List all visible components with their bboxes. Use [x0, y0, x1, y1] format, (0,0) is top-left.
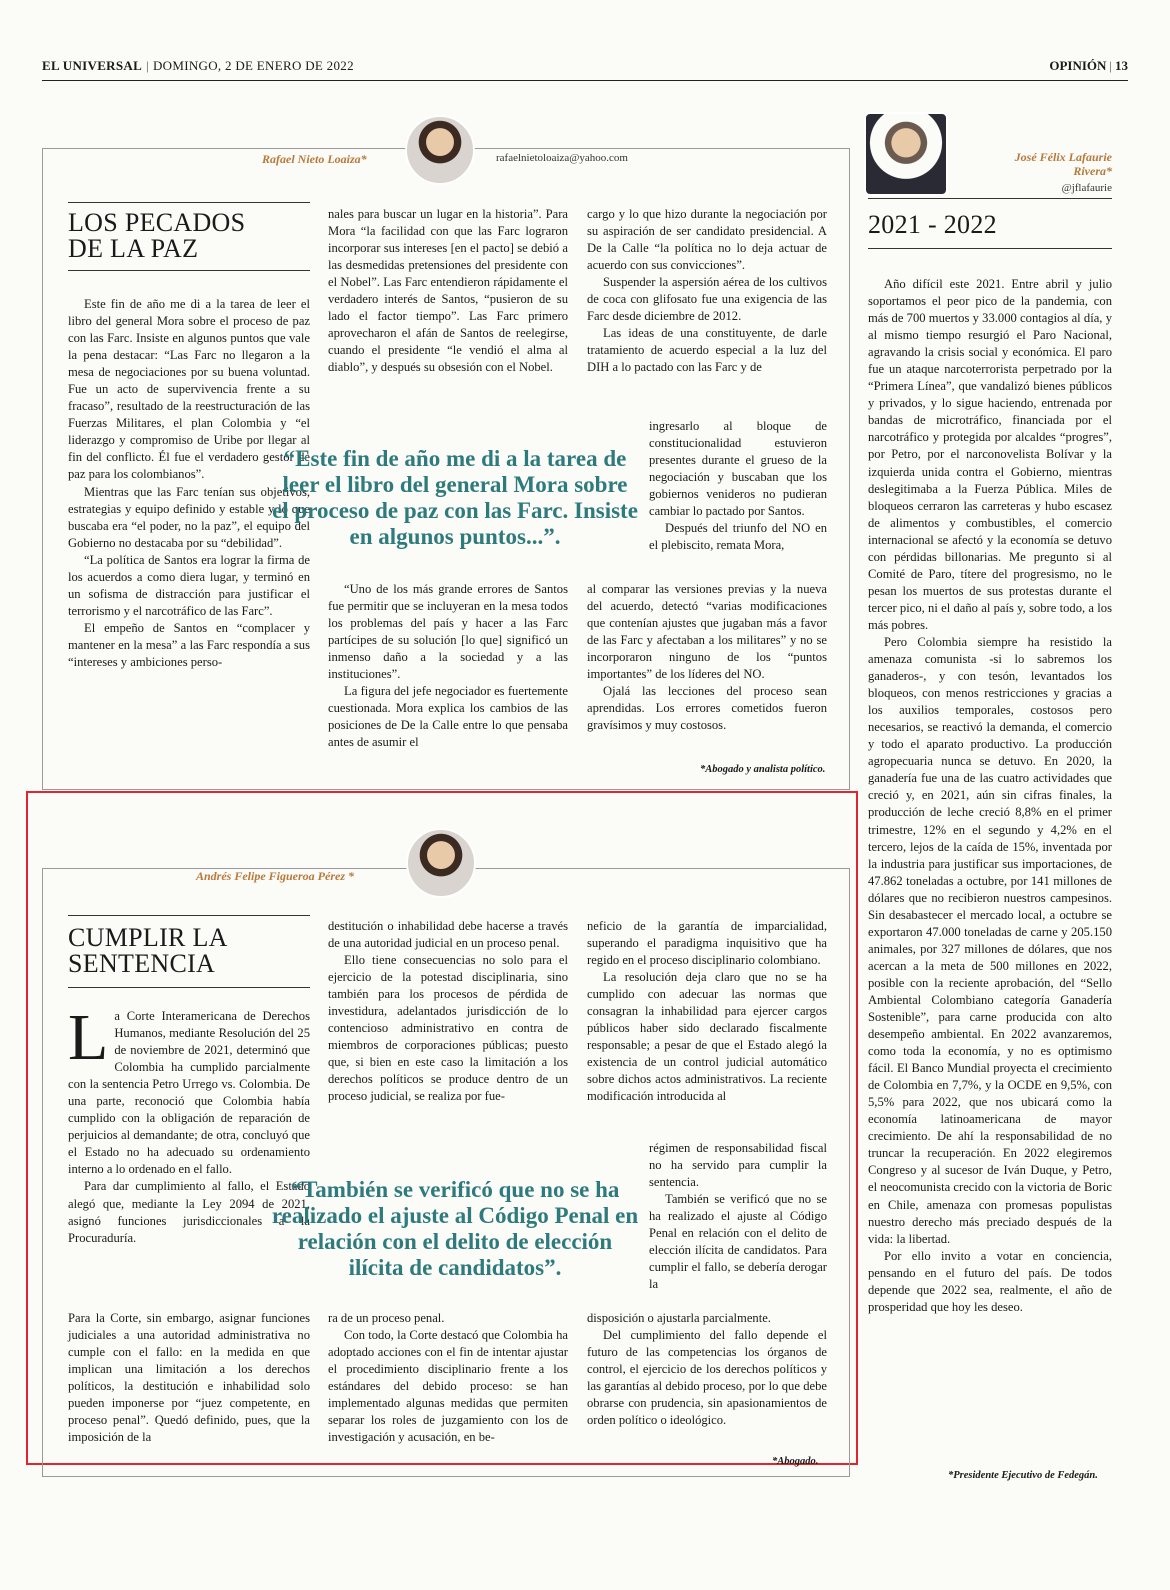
issue-date: DOMINGO, 2 DE ENERO DE 2022: [152, 58, 354, 73]
article-2-column-3-middle: [649, 1140, 827, 1293]
page-header: [42, 52, 1128, 81]
paragraph: Las ideas de una constituyente, de darle tratamiento de acuerdo especial a la luz del DIH a lo pactado con las Farc y de: [587, 326, 827, 375]
paragraph: Para la Corte, sin embargo, asignar funciones judiciales a una autoridad administrativa no cumple con el fallo: en la medida en que implican una limitación a los derechos políticos, la destitución e inhabilidad solo pueden imponerse por “juez competente, en proceso penal”. Quedó definido, pues, que la imposición de la: [68, 1311, 310, 1445]
article-2-column-2-bottom: [328, 1310, 568, 1446]
paragraph: Mientras que las Farc tenían sus objetivos, estrategias y equipo definido y estable y lo que buscaba era “el poder, no la paz”, el equipo del Gobierno no destacaba por su “debilidad”.: [68, 484, 310, 550]
paragraph: régimen de responsabilidad fiscal no ha servido para cumplir la sentencia.: [649, 1141, 827, 1190]
paragraph: La resolución deja claro que no se ha cumplido con adecuar las normas que consagran la inhabilidad para ejercer cargos públicos haber sido declarado fiscalmente responsable; a pesar de que el Estado alegó la existencia de un control judicial automático sobre dichos actos administrativos. La reciente modificación introducida al: [587, 970, 827, 1104]
paragraph: a Corte Interamericana de Derechos Humanos, mediante Resolución del 25 de noviembre de 2021, determinó que Colombia ha cumplido parcialmente con la sentencia Petro Urrego vs. Colombia. De una parte, reconoció que Colombia había cumplido con la obligación de reparación de perjuicios al demandante; de otra, concluyó que el Estado no ha adecuado su ordenamiento interno a lo ordenado en el fallo.: [68, 1009, 310, 1177]
section-separator: |: [1109, 58, 1112, 73]
title-rule-bottom: [68, 987, 310, 988]
author-photo-andres: [406, 828, 476, 898]
article-1-column-3-bottom: [587, 581, 827, 734]
author-photo-rafael: [405, 115, 475, 185]
article-1-column-3-top: [587, 206, 827, 376]
article-2-column-3-bottom: [587, 1310, 827, 1429]
author-credit: *Presidente Ejecutivo de Fedegán.: [948, 1470, 1098, 1481]
author-name: Andrés Felipe Figueroa Pérez *: [196, 869, 354, 883]
article-1-column-2-bottom: [328, 581, 568, 751]
article-1-column-3-middle: [649, 418, 827, 554]
author-photo-jose: [864, 112, 948, 196]
paragraph: ra de un proceso penal.: [328, 1311, 445, 1325]
paragraph: Suspender la aspersión aérea de los cultivos de coca con glifosato fue una exigencia de las Farc desde diciembre de 2012.: [587, 275, 827, 324]
paragraph: Ello tiene consecuencias no solo para el ejercicio de la potestad disciplinaria, sino también para los procesos de pérdida de investidura, adelantados jurisdicción de lo contencioso administrativo en contra de miembros de corporaciones públicas; puesto que, si bien en este caso la limitación a los derechos políticos se produce dentro de un proceso judicial, se realiza por fue-: [328, 953, 568, 1104]
author-name-line-1: José Félix Lafaurie: [1014, 150, 1112, 164]
paragraph: Por ello invito a votar en conciencia, pensando en el futuro del país. De todos depende que 2022 sea, realmente, el año de prosperidad que hoy les deseo.: [868, 1248, 1112, 1314]
title-rule-bottom: [68, 270, 310, 271]
article-3-column: [868, 276, 1112, 1316]
paragraph: Para dar cumplimiento al fallo, el Estado alegó que, mediante la Ley 2094 de 2021, asignó funciones jurisdiccionales a la Procuraduría.: [68, 1179, 310, 1245]
pull-quote: “Este fin de año me di a la tarea de leer el libro del general Mora sobre el proceso de paz con las Farc. Insiste en algunos puntos...”.: [272, 446, 638, 549]
paragraph: ingresarlo al bloque de constitucionalidad estuvieron presentes durante el grueso de la negociación y buscaban que los gobiernos venideros no pudieran cambiar lo pactado por Santos.: [649, 419, 827, 519]
header-separator: |: [146, 58, 149, 73]
paragraph: Después del triunfo del NO en el plebiscito, remata Mora,: [649, 521, 827, 553]
author-name-line-2: Rivera*: [1073, 164, 1112, 178]
article-title-line-2: DE LA PAZ: [68, 234, 199, 263]
paragraph: La figura del jefe negociador es fuertemente cuestionada. Mora explica los cambios de las posiciones de De la Calle entre lo que pensaba antes de asumir el: [328, 684, 568, 750]
paragraph: disposición o ajustarla parcialmente.: [587, 1311, 771, 1325]
paragraph: Del cumplimiento del fallo depende el futuro de las competencias los órganos de control, el ejercicio de los derechos políticos y las garantías al debido proceso, por lo que debe obrarse con prudencia, sin apasionamientos de orden político o ideológico.: [587, 1328, 827, 1428]
title-rule: [868, 198, 1112, 199]
article-title-line-1: LOS PECADOS: [68, 208, 246, 237]
paragraph: Año difícil este 2021. Entre abril y julio soportamos el peor pico de la pandemia, con más de 700 muertos y 33.000 contagios al día, y al mismo tiempo resurgió el Paro Nacional, agravando la crisis social y económica. El paro fue un ataque narcoterrorista perpetrado por la “Primera Línea”, que vandalizó bienes públicos y privados, y lo sigue haciendo, entrenada por bandas de microtráfico, financiada por el narcotráfico y protegida por alcaldes “progres”, por Petro, por el narconovelista Bolívar y la izquierda unida contra el Gobierno, mientras deslegitimaba a la Fuerza Pública. Miles de bloqueos cerraron las carreteras y hubo escasez de alimentos y combustibles, el comercio internacional se afectó y la economía se detuvo con pérdidas billonarias. Me pregunto si al Comité de Paro, títere del progresismo, no le pesan los muertos de sus protestas durante el tercer pico, ni el daño al país y, sobre todo, a los más pobres.: [868, 277, 1112, 632]
author-credit: *Abogado.: [772, 1456, 819, 1467]
paragraph: Pero Colombia siempre ha resistido la amenaza comunista -si lo sabremos los ganaderos-, y con tesón, levantados los bloqueos, con menos restricciones y gracias a los auxilios temporales, costosos pero necesarios, se reactivó la demanda, el comercio y todo el aparato productivo. La producción agropecuaria nunca se detuvo. En 2020, la ganadería fue una de las cuatro actividades que creció y, en 2021, aún sin cifras finales, la producción de leche creció 8,8% en el primer trimestre, 12% en el segundo y 4,2% en el tercero, lejos de la caída de 15%, inventada por la industria para justificar sus importaciones, de 47.862 toneladas a octubre, por 141 millones de dólares que no recibieron nuestros campesinos. Sin desabastecer el mercado local, a octubre se exportaron 47.000 toneladas de carne y 205.150 animales, por 327 millones de dólares, que nos acercan a la meta de 500 millones en 2022, posible con la reciente aprobación, del “Sello Ambiental Colombiano categoría Ganadería Sostenible”, para carne producida con alto desempeño ambiental. En 2022 avanzaremos, como toda la economía, y no es optimismo fácil. El Banco Mundial proyecta el crecimiento de Colombia en 7,7%, y la OCDE en 9,5%, con 5,5% para 2022, que nos ubicará como la economía latinoamericana de mayor crecimiento. De ahí la responsabilidad de no truncar la recuperación. En 2022 elegiremos Congreso y al sucesor de Iván Duque, y Petro, el neocomunista crecido con la victoria de Boric en Chile, amenaza con promesas populistas nuestro derecho más preciado después de la vida: la libertad.: [868, 634, 1112, 1246]
masthead: [42, 58, 354, 74]
paragraph: También se verificó que no se ha realizado el ajuste al Código Penal en relación con el delito de elección ilícita de candidatos. Para cumplir el fallo, se debería derogar la: [649, 1192, 827, 1292]
page-number: 13: [1115, 58, 1128, 73]
pull-quote: “También se verificó que no se ha realizado el ajuste al Código Penal en relación con el delito de elección ilícita de candidatos”.: [271, 1177, 639, 1280]
article-title-line-2: SENTENCIA: [68, 949, 216, 978]
article-2-column-2-top: [328, 918, 568, 1106]
paragraph: El empeño de Santos en “complacer y mantener en la mesa” a las Farc respondía a sus “intereses y ambiciones perso-: [68, 620, 310, 669]
author-credit: *Abogado y analista político.: [700, 764, 826, 775]
drop-cap: L: [68, 1001, 109, 1074]
title-rule-bottom: [868, 248, 1112, 249]
paragraph: “La política de Santos era lograr la firma de los acuerdos a como diera lugar, y terminó en un sofisma de distracción para justificar el terrorismo y el narcotráfico de las Farc”.: [68, 552, 310, 618]
paragraph: neficio de la garantía de imparcialidad, superando el paradigma inquisitivo que ha regido en el proceso disciplinario colombiano.: [587, 919, 827, 968]
paragraph: nales para buscar un lugar en la historia”. Para Mora “la facilidad con que las Farc lograron incorporar sus intereses [en el pacto] se debió a las desmedidas pretensiones del presidente con el Nobel”. Las Farc entendieron rápidamente el verdadero interés de Santos, “pusieron de su lado el factor tiempo”. Las Farc primero aprovecharon el afán de Santos de reelegirse, cuando el presidente “le vendió el alma al diablo”, y después su obsesión con el Nobel.: [328, 207, 568, 375]
article-title-line-1: CUMPLIR LA: [68, 923, 228, 952]
paragraph: “Uno de los más grande errores de Santos fue permitir que se incluyeran en la mesa todos los problemas del país y hacer a las Farc partícipes de su solución [lo que] significó un inmenso daño a la sociedad y a las instituciones”.: [328, 582, 568, 682]
paragraph: Este fin de año me di a la tarea de leer el libro del general Mora sobre el proceso de paz con las Farc. Insiste en algunos puntos que vale la pena destacar: “Las Farc no llegaron a la mesa de negociaciones por su buena voluntad. Fue un acto de supervivencia frente a su fracaso”, resultado de la reestructuración de las Fuerzas Militares, el plan Colombia y “el liderazgo y compromiso de Uribe por llegar al fin del conflicto. Él fue el verdadero gestor de paz para los colombianos”.: [68, 297, 310, 482]
paragraph: cargo y lo que hizo durante la negociación por su aspiración de ser candidato presidencial. A De la Calle “la política no lo deja actuar de acuerdo con sus convicciones”.: [587, 207, 827, 273]
title-rule: [68, 202, 310, 203]
author-name: [962, 150, 1112, 178]
author-handle: @jflafaurie: [1061, 182, 1112, 194]
article-title: [68, 925, 228, 977]
author-email: rafaelnietoloaiza@yahoo.com: [496, 152, 628, 164]
paragraph: al comparar las versiones previas y la nueva del acuerdo, detectó “varias modificaciones que contenían ajustes que jugaban más a favor de las Farc y afectaban a los militares” y no se incorporaron ninguno de los “puntos importantes” de los líderes del NO.: [587, 582, 827, 682]
paragraph: Ojalá las lecciones del proceso sean aprendidas. Los errores cometidos fueron gravísimos y muy costosos.: [587, 684, 827, 733]
article-2-column-1-bottom: [68, 1310, 310, 1446]
section-label: [1049, 58, 1128, 74]
article-1-column-2-top: [328, 206, 568, 376]
paragraph: Con todo, la Corte destacó que Colombia ha adoptado acciones con el fin de intentar ajustar el procedimiento disciplinario frente a los estándares del debido proceso: se han implementado algunas medidas que permiten separar los roles de juzgamiento con los de investigación y acusación, en be-: [328, 1328, 568, 1445]
title-rule: [68, 915, 310, 916]
paragraph: destitución o inhabilidad debe hacerse a través de una autoridad judicial en un proceso penal.: [328, 919, 568, 951]
newspaper-name: EL UNIVERSAL: [42, 58, 143, 73]
article-title: 2021 - 2022: [868, 210, 997, 239]
article-title: [68, 210, 245, 262]
article-2-column-3-top: [587, 918, 827, 1106]
author-name: Rafael Nieto Loaiza*: [262, 152, 367, 166]
section-name: OPINIÓN: [1049, 58, 1107, 73]
